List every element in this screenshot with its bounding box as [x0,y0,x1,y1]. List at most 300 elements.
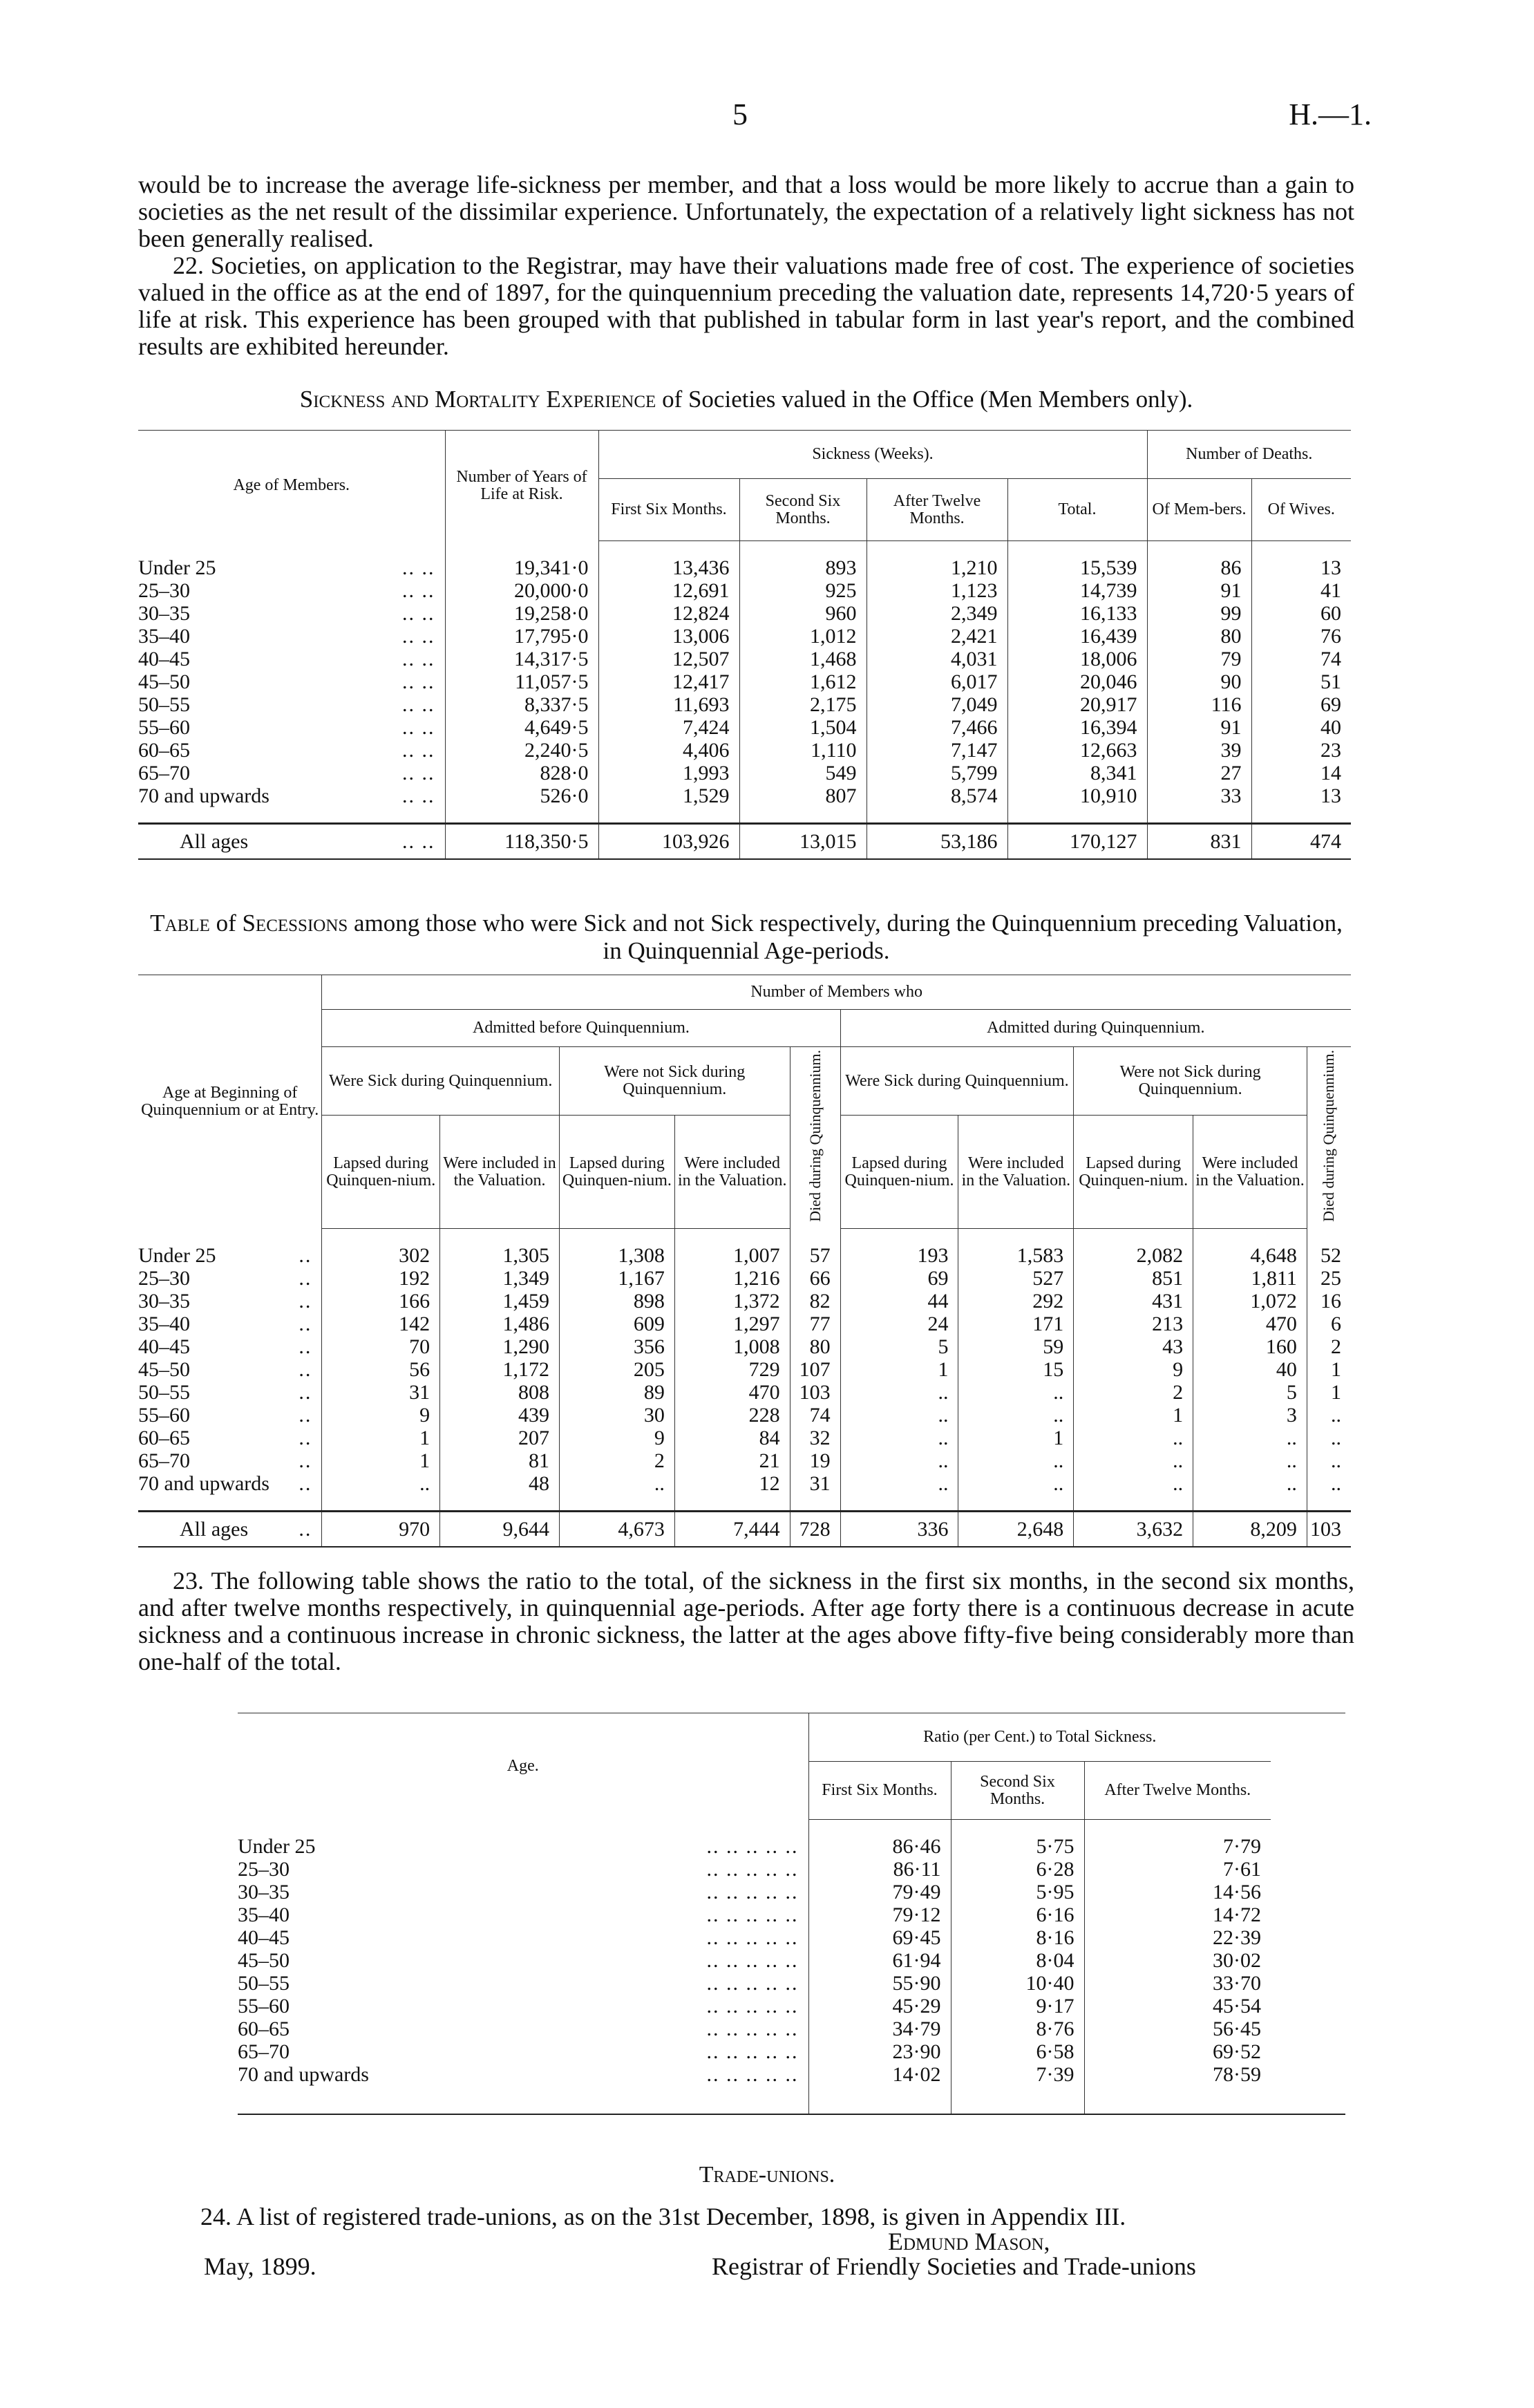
header-age: Age. [506,1757,539,1776]
value-cell: 69·45 [808,1926,951,1949]
leader-dots: .. [299,1404,312,1427]
value-cell: 81 [440,1449,560,1472]
value-cell: 27 [1147,762,1251,784]
value-cell: 526·0 [445,784,598,807]
age-cell [138,784,445,807]
value-cell: 1,529 [598,784,739,807]
value-cell: 166 [322,1290,440,1313]
age-cell [138,625,445,648]
value-cell: 69 [1251,693,1351,716]
age-cell [138,556,445,579]
value-cell: 14·72 [1084,1903,1271,1926]
value-cell: 12,824 [598,602,739,625]
value-cell: .. [1307,1472,1351,1495]
header-after-twelve: After Twelve Months. [867,479,1007,541]
age-cell [138,1472,322,1495]
value-cell: 4,648 [1193,1244,1307,1267]
leader-dots: .. [299,1290,312,1313]
value-cell: 1 [958,1427,1074,1449]
value-cell: 1,305 [440,1244,560,1267]
signature-date: May, 1899. [204,2252,316,2280]
header-age: Age of Members. [233,476,350,495]
table2-caption-rest: among those who were Sick and not Sick respectively, during the Quinquennium preceding Valuation, in Quinquennial Age-periods. [348,910,1343,964]
paragraph-23-block [138,1568,1354,1675]
value-cell: 107 [790,1358,840,1381]
leader-dots: .. .. .. .. .. [706,1926,799,1949]
value-cell: 470 [1193,1313,1307,1335]
value-cell: 5 [840,1335,958,1358]
value-cell: 20,917 [1007,693,1147,716]
header-ratio: Ratio (per Cent.) to Total Sickness. [808,1713,1271,1762]
leader-dots: .. .. [402,670,435,693]
value-cell: 79·12 [808,1903,951,1926]
age-cell [138,693,445,716]
value-cell: 5·95 [951,1881,1084,1903]
leader-dots: .. .. [402,762,435,784]
value-cell: 80 [790,1335,840,1358]
value-cell: 7,444 [674,1512,790,1548]
age-label: 55–60 [138,1404,190,1427]
spacer-cell [674,1495,790,1512]
value-cell: 33 [1147,784,1251,807]
value-cell: 16,394 [1007,716,1147,739]
value-cell: 13 [1251,784,1351,807]
value-cell: 74 [1251,648,1351,670]
table-row [138,602,1351,625]
age-cell [138,648,445,670]
age-cell [138,602,445,625]
value-cell: 10,910 [1007,784,1147,807]
value-cell: 16,133 [1007,602,1147,625]
value-cell: 19,341·0 [445,556,598,579]
value-cell: .. [840,1427,958,1449]
value-cell: .. [958,1449,1074,1472]
value-cell: 52 [1307,1244,1351,1267]
value-cell: 213 [1074,1313,1193,1335]
leader-dots: .. [299,1267,312,1290]
value-cell: 609 [559,1313,674,1335]
value-cell: 118,350·5 [445,824,598,860]
value-cell: .. [1074,1427,1193,1449]
age-cell [238,2063,808,2086]
value-cell: .. [840,1449,958,1472]
table1-caption-title: Sickness and Mortality Experience [299,386,656,413]
spacer-cell [808,2086,951,2114]
value-cell: 970 [322,1512,440,1548]
blank-cell [1271,1903,1345,1926]
value-cell: 9 [1074,1358,1193,1381]
leader-dots: .. .. .. .. .. [706,2040,799,2063]
age-cell [238,2040,808,2063]
age-label: 30–35 [238,1881,290,1903]
value-cell: 31 [322,1381,440,1404]
value-cell: 6·16 [951,1903,1084,1926]
age-label: 40–45 [238,1926,290,1949]
value-cell: 960 [739,602,867,625]
value-cell: 1,504 [739,716,867,739]
value-cell: 1,459 [440,1290,560,1313]
value-cell: 7·79 [1084,1835,1271,1858]
spacer-cell [1307,1229,1351,1245]
value-cell: 41 [1251,579,1351,602]
value-cell: 80 [1147,625,1251,648]
header-years-at-risk: Number of Years of Life at Risk. [445,431,598,541]
value-cell: .. [840,1404,958,1427]
value-cell: 44 [840,1290,958,1313]
value-cell: .. [958,1404,1074,1427]
leader-dots: .. .. [402,739,435,762]
value-cell: 729 [674,1358,790,1381]
age-cell [138,670,445,693]
value-cell: 57 [790,1244,840,1267]
value-cell: 14 [1251,762,1351,784]
trade-unions-heading: Trade-unions. [699,2162,835,2188]
age-cell [138,1358,322,1381]
age-cell [138,579,445,602]
spacer-cell [1251,541,1351,557]
leader-dots: .. [299,1335,312,1359]
value-cell: .. [840,1472,958,1495]
value-cell: 66 [790,1267,840,1290]
header-after-twelve: After Twelve Months. [1084,1762,1271,1820]
sickness-ratio-table [238,1713,1345,2115]
age-label: 35–40 [138,625,190,648]
age-label: 70 and upwards [138,1472,269,1496]
blank-cell [1271,1949,1345,1972]
age-cell [238,1972,808,1995]
value-cell: 45·54 [1084,1995,1271,2017]
header-wives: Of Wives. [1251,479,1351,541]
header-first-six: First Six Months. [808,1762,951,1820]
age-cell [138,1244,322,1267]
value-cell: 17,795·0 [445,625,598,648]
blank-cell [1271,2063,1345,2086]
value-cell: 474 [1251,824,1351,860]
value-cell: 8·76 [951,2017,1084,2040]
age-label: 30–35 [138,1290,190,1313]
table-row [238,2017,1345,2040]
age-label: Under 25 [138,556,216,579]
value-cell: 7,466 [867,716,1007,739]
age-cell [138,762,445,784]
spacer-cell [559,1495,674,1512]
header-first-six: First Six Months. [598,479,739,541]
value-cell: 5,799 [867,762,1007,784]
value-cell: 8,574 [867,784,1007,807]
age-label: 70 and upwards [238,2063,369,2086]
value-cell: 851 [1074,1267,1193,1290]
table-row [138,693,1351,716]
value-cell: 1,486 [440,1313,560,1335]
age-label: 40–45 [138,648,190,670]
spacer-cell [1193,1495,1307,1512]
value-cell: 4,031 [867,648,1007,670]
table-row [138,1404,1351,1427]
table-row [138,1472,1351,1495]
value-cell: 160 [1193,1335,1307,1358]
leader-dots: .. [299,1427,312,1450]
spacer-cell [739,807,867,824]
spacer-cell [138,807,445,824]
value-cell: 24 [840,1313,958,1335]
value-cell: 20,046 [1007,670,1147,693]
value-cell: 2 [1074,1381,1193,1404]
spacer-cell [1193,1229,1307,1245]
spacer-cell [322,1229,440,1245]
value-cell: 1 [1074,1404,1193,1427]
leader-dots: .. [299,1472,312,1496]
spacer-cell [674,1229,790,1245]
leader-dots: .. .. [402,716,435,739]
value-cell: 1,372 [674,1290,790,1313]
header-included: Were included in the Valuation. [674,1116,790,1229]
spacer-cell [138,1495,322,1512]
blank-cell [1271,2040,1345,2063]
value-cell: 39 [1147,739,1251,762]
value-cell: 5 [1193,1381,1307,1404]
header-included: Were included in the Valuation. [440,1116,560,1229]
value-cell: 7,147 [867,739,1007,762]
spacer-cell [840,1495,958,1512]
value-cell: 9 [559,1427,674,1449]
spacer-cell [322,1495,440,1512]
value-cell: 1,349 [440,1267,560,1290]
table-row [138,1313,1351,1335]
age-label: 50–55 [238,1972,290,1995]
value-cell: 1 [322,1427,440,1449]
value-cell: 439 [440,1404,560,1427]
value-cell: 2 [559,1449,674,1472]
value-cell: 78·59 [1084,2063,1271,2086]
age-cell [138,1381,322,1404]
age-cell [238,1995,808,2017]
age-label: 55–60 [238,1995,290,2017]
spacer-cell [808,1820,951,1836]
table2-caption-secessions: Secessions [242,910,348,937]
age-cell [238,1858,808,1881]
header-second-six: Second Six Months. [951,1762,1084,1820]
signature-title: Registrar of Friendly Societies and Trade-unions [712,2252,1196,2280]
value-cell: 30 [559,1404,674,1427]
value-cell: 1,012 [739,625,867,648]
died-label: Died during Quinquennium. [1320,1050,1338,1222]
value-cell: 74 [790,1404,840,1427]
age-label: Under 25 [238,1835,316,1858]
value-cell: 7,049 [867,693,1007,716]
value-cell: 91 [1147,579,1251,602]
spacer-cell [790,1229,840,1245]
age-cell [138,1404,322,1427]
value-cell: 34·79 [808,2017,951,2040]
page-number: 5 [732,97,748,131]
age-label: 60–65 [238,2017,290,2040]
table-row [138,579,1351,602]
leader-dots: .. [299,1449,312,1473]
spacer-cell [1007,541,1147,557]
value-cell: 1,072 [1193,1290,1307,1313]
spacer-cell [1271,1820,1345,1836]
age-label: 65–70 [138,762,190,784]
value-cell: 1,172 [440,1358,560,1381]
value-cell: 1 [322,1449,440,1472]
age-label: 50–55 [138,1381,190,1404]
leader-dots: .. .. .. .. .. [706,1858,799,1881]
age-label: All ages [180,1518,249,1541]
table-row [138,625,1351,648]
value-cell: 898 [559,1290,674,1313]
value-cell: 32 [790,1427,840,1449]
value-cell: 2,082 [1074,1244,1193,1267]
spacer-cell [1251,807,1351,824]
value-cell: 1 [1307,1358,1351,1381]
secessions-table [138,975,1351,1548]
spacer-cell [138,1229,322,1245]
age-cell [138,1512,322,1548]
header-sick-before: Were Sick during Quinquennium. [322,1047,560,1116]
value-cell: 8·16 [951,1926,1084,1949]
value-cell: .. [1193,1472,1307,1495]
value-cell: 30·02 [1084,1949,1271,1972]
spacer-cell [840,1229,958,1245]
header-died-during [1307,1047,1351,1229]
table2-caption [138,910,1354,965]
spacer-row [138,1495,1351,1512]
leader-dots: .. .. .. .. .. [706,2017,799,2040]
age-label: 70 and upwards [138,784,269,807]
age-cell [138,716,445,739]
value-cell: 728 [790,1512,840,1548]
spacer-cell [958,1229,1074,1245]
value-cell: 7,424 [598,716,739,739]
value-cell: 6,017 [867,670,1007,693]
value-cell: 2,421 [867,625,1007,648]
paragraph-23: 23. The following table shows the ratio to the total, of the sickness in the first six months, in the second six months, and after twelve months respectively, in quinquennial age-periods. After age forty there is a continuous decrease in acute sickness and a continuous increase in chronic sickness, the latter at the ages above fifty-five being considerably more than one-half of the total. [138,1567,1354,1675]
leader-dots: .. [299,1313,312,1336]
header-deaths: Number of Deaths. [1147,431,1351,479]
blank-cell [1271,1858,1345,1881]
value-cell: 302 [322,1244,440,1267]
spacer-cell [1084,1820,1271,1836]
value-cell: 142 [322,1313,440,1335]
leader-dots: .. [299,1518,312,1541]
value-cell: 205 [559,1358,674,1381]
value-cell: 1,993 [598,762,739,784]
age-label: 45–50 [238,1949,290,1972]
leader-dots: .. .. [402,556,435,579]
value-cell: 9 [322,1404,440,1427]
header-lapsed: Lapsed during Quinquen-nium. [559,1116,674,1229]
age-cell [238,1903,808,1926]
value-cell: 7·39 [951,2063,1084,2086]
value-cell: 12,691 [598,579,739,602]
value-cell: 2,349 [867,602,1007,625]
age-label: 60–65 [138,1427,190,1450]
value-cell: 23·90 [808,2040,951,2063]
spacer-cell [951,1820,1084,1836]
leader-dots: .. .. [402,602,435,625]
value-cell: 1,297 [674,1313,790,1335]
value-cell: 1,216 [674,1267,790,1290]
value-cell: 19,258·0 [445,602,598,625]
age-cell [138,1335,322,1358]
value-cell: 2,175 [739,693,867,716]
table-row [138,1267,1351,1290]
value-cell: 89 [559,1381,674,1404]
table-row [138,1358,1351,1381]
value-cell: 40 [1193,1358,1307,1381]
value-cell: 1 [1307,1381,1351,1404]
value-cell: .. [1193,1427,1307,1449]
age-cell [138,824,445,860]
value-cell: 14,739 [1007,579,1147,602]
value-cell: .. [1193,1449,1307,1472]
value-cell: 90 [1147,670,1251,693]
leader-dots: .. .. .. .. .. [706,1835,799,1858]
leader-dots: .. .. [402,648,435,670]
spacer-cell [1074,1495,1193,1512]
age-label: 25–30 [238,1858,290,1881]
value-cell: .. [1307,1404,1351,1427]
age-label: All ages [180,830,249,853]
table-row [238,1995,1345,2017]
header-number-of-members: Number of Members who [322,975,1351,1010]
value-cell: 13,436 [598,556,739,579]
leader-dots: .. .. .. .. .. [706,1972,799,1995]
blank-cell [1271,1926,1345,1949]
header-included: Were included in the Valuation. [1193,1116,1307,1229]
value-cell: 1,308 [559,1244,674,1267]
table1-caption-rest: of Societies valued in the Office (Men Members only). [656,386,1193,413]
age-label: 40–45 [138,1335,190,1359]
value-cell: 893 [739,556,867,579]
value-cell: 79 [1147,648,1251,670]
table-row [138,716,1351,739]
value-cell: 8·04 [951,1949,1084,1972]
spacer-cell [958,1495,1074,1512]
age-label: 30–35 [138,602,190,625]
value-cell: 828·0 [445,762,598,784]
table-row [138,1381,1351,1404]
value-cell: 61·94 [808,1949,951,1972]
value-cell: .. [958,1472,1074,1495]
value-cell: .. [958,1381,1074,1404]
table-row [238,1926,1345,1949]
header-notsick-before: Were not Sick during Quinquennium. [559,1047,790,1116]
value-cell: 1,290 [440,1335,560,1358]
spacer-cell [598,541,739,557]
header-total: Total. [1007,479,1147,541]
value-cell: 69 [840,1267,958,1290]
value-cell: 69·52 [1084,2040,1271,2063]
value-cell: 56·45 [1084,2017,1271,2040]
value-cell: 3 [1193,1404,1307,1427]
value-cell: 292 [958,1290,1074,1313]
document-reference: H.—1. [1289,97,1372,131]
value-cell: 116 [1147,693,1251,716]
value-cell: 59 [958,1335,1074,1358]
value-cell: 4,406 [598,739,739,762]
value-cell: 171 [958,1313,1074,1335]
value-cell: 336 [840,1512,958,1548]
spacer-cell [1074,1229,1193,1245]
value-cell: .. [1074,1472,1193,1495]
value-cell: 470 [674,1381,790,1404]
value-cell: 103 [1307,1512,1351,1548]
value-cell: 2 [1307,1335,1351,1358]
spacer-cell [445,541,598,557]
age-cell [138,739,445,762]
spacer-row [138,807,1351,824]
